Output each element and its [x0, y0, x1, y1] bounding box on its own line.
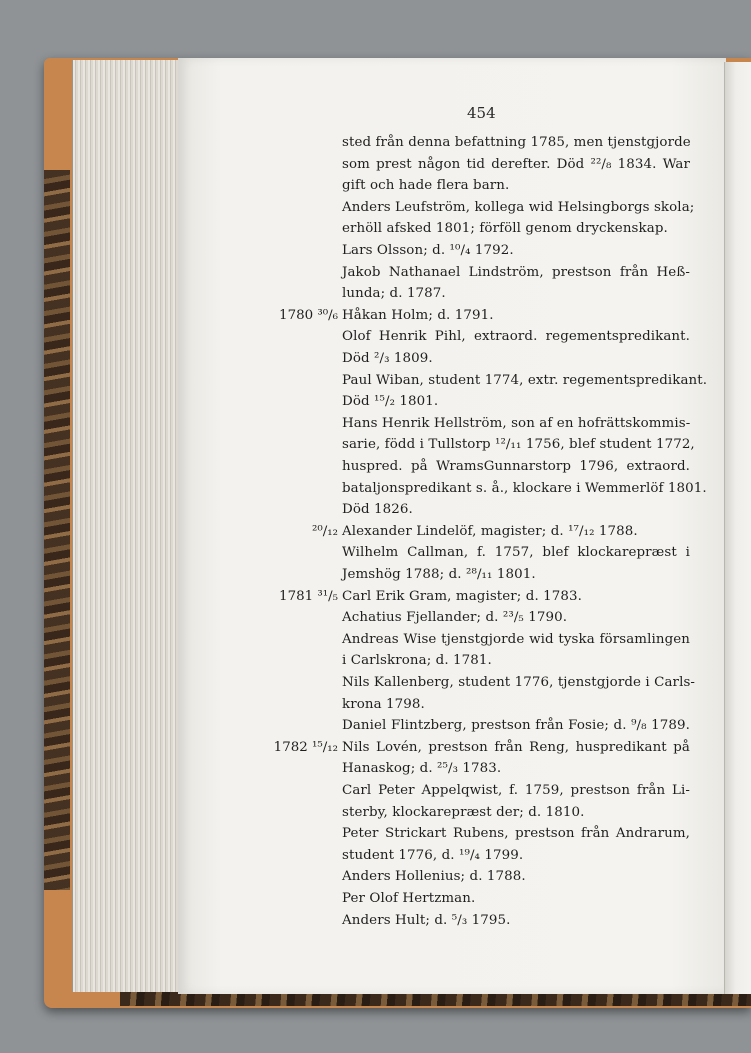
- text-line: Håkan Holm; d. 1791.: [342, 307, 494, 323]
- text-line: Anders Leufström, kollega wid Helsingborgs skola;: [342, 199, 695, 215]
- text-line: Död ²/₃ 1809.: [342, 351, 433, 366]
- text-line: Nils Kallenberg, student 1776, tjenstgjorde i Carls-: [342, 675, 696, 690]
- text-line: Per Olof Hertzman.: [342, 891, 476, 906]
- text-line: huspred. på WramsGunnarstorp 1796, extraord.: [342, 459, 690, 474]
- text-line: Daniel Flintzberg, prestson från Fosie; d. ⁹/₈ 1789.: [342, 718, 690, 734]
- text-line: Carl Erik Gram, magister; d. 1783.: [342, 588, 582, 604]
- text-line: krona 1798.: [342, 696, 425, 712]
- text-line: lunda; d. 1787.: [342, 286, 446, 302]
- page-number: 454: [467, 104, 496, 122]
- text-line: Död ¹⁵/₂ 1801.: [342, 394, 439, 410]
- text-line: Jakob Nathanael Lindström, prestson från Heß-: [342, 264, 690, 280]
- text-line: Död 1826.: [342, 502, 413, 518]
- text-line: Olof Henrik Pihl, extraord. regementspredikant.: [342, 329, 690, 345]
- text-line: Jemshög 1788; d. ²⁸/₁₁ 1801.: [342, 567, 536, 582]
- text-line: bataljonspredikant s. å., klockare i Wemmerlöf 1801.: [342, 480, 707, 496]
- text-line: Nils Lovén, prestson från Reng, huspredikant på: [342, 739, 690, 755]
- text-line: Achatius Fjellander; d. ²³/₅ 1790.: [342, 610, 568, 626]
- margin-date: 1781 ³¹/₅: [279, 588, 338, 604]
- text-line: gift och hade flera barn.: [342, 178, 510, 194]
- text-line: sarie, född i Tullstorp ¹²/₁₁ 1756, blef student 1772,: [342, 437, 695, 453]
- text-line: Alexander Lindelöf, magister; d. ¹⁷/₁₂ 1788.: [342, 523, 638, 539]
- text-line: sted från denna befattning 1785, men tjenstgjorde: [342, 135, 691, 150]
- text-line: Carl Peter Appelqwist, f. 1759, prestson från Li-: [342, 783, 690, 798]
- text-line: erhöll afsked 1801; förföll genom dryckenskap.: [342, 221, 668, 237]
- text-line: Paul Wiban, student 1774, extr. regementspredikant.: [342, 372, 708, 388]
- text-line: i Carlskrona; d. 1781.: [342, 653, 492, 669]
- text-line: student 1776, d. ¹⁹/₄ 1799.: [342, 847, 524, 863]
- text-line: Lars Olsson; d. ¹⁰/₄ 1792.: [342, 243, 514, 258]
- margin-date: 1780 ³⁰/₆: [279, 307, 338, 323]
- text-line: Peter Strickart Rubens, prestson från Andrarum,: [342, 826, 690, 842]
- margin-date: ²⁰/₁₂: [312, 523, 338, 539]
- text-line: Hanaskog; d. ²⁵/₃ 1783.: [342, 761, 502, 777]
- text-line: sterby, klockarepræst der; d. 1810.: [342, 804, 585, 820]
- text-line: Anders Hollenius; d. 1788.: [342, 869, 526, 885]
- margin-date: 1782 ¹⁵/₁₂: [273, 739, 338, 755]
- text-line: Hans Henrik Hellström, son af en hofrättskommis-: [342, 415, 691, 431]
- text-line: Andreas Wise tjenstgjorde wid tyska församlingen: [342, 631, 690, 647]
- text-line: Anders Hult; d. ⁵/₃ 1795.: [342, 912, 511, 928]
- text-line: som prest någon tid derefter. Död ²²/₈ 1834. War: [342, 156, 690, 172]
- text-line: Wilhelm Callman, f. 1757, blef klockarepræst i: [342, 545, 690, 561]
